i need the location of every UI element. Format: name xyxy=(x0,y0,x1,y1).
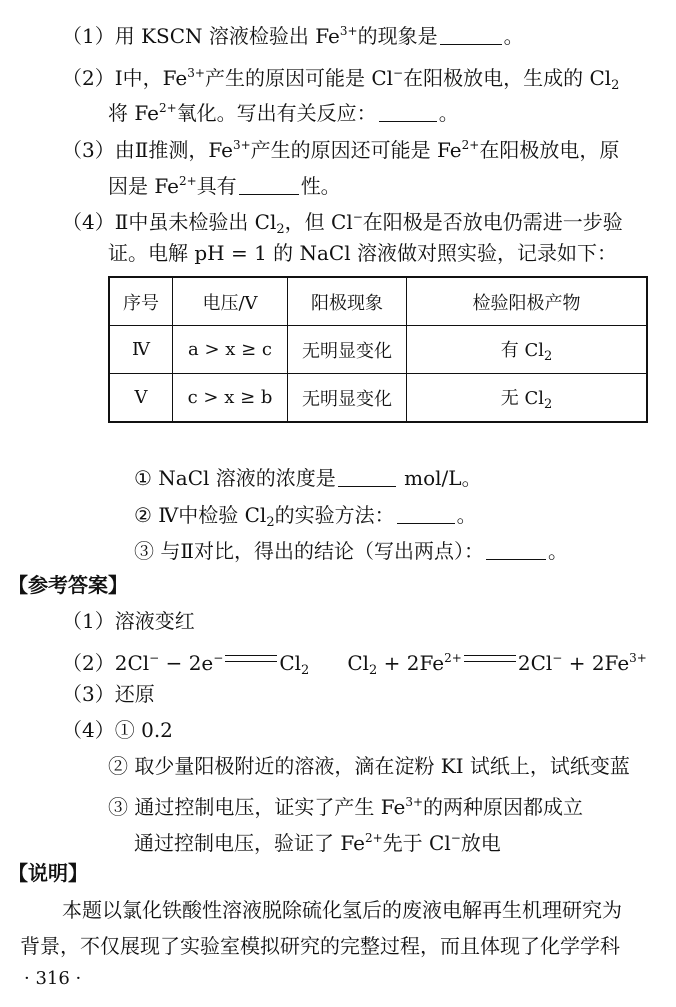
explanation-line-1: 本题以氯化铁酸性溶液脱除硫化氢后的废液电解再生机理研究为 xyxy=(62,898,622,922)
a2-eq2-sup3: 3+ xyxy=(629,651,647,665)
a2-eq2-sub: 2 xyxy=(369,663,378,678)
a1-text: 溶液变红 xyxy=(114,609,195,633)
q2-number: （2） xyxy=(62,66,115,90)
q1-number: （1） xyxy=(62,24,115,48)
q3-l2-sup: 2+ xyxy=(178,174,197,188)
q1-text-b: 的现象是 xyxy=(357,24,438,48)
experiment-record-table xyxy=(108,276,648,423)
answer-4 xyxy=(62,717,173,743)
header-id: 序号 xyxy=(109,277,173,326)
q3-l2-b: 具有 xyxy=(196,174,237,198)
answer-3 xyxy=(62,681,155,707)
q3-l1-b: 产生的原因还可能是 Fe xyxy=(250,138,462,162)
a4-s3-b: 的两种原因都成立 xyxy=(423,795,584,819)
subquestion-1 xyxy=(134,465,482,491)
answer-4-sub-3 xyxy=(108,789,583,820)
q4-number: （4） xyxy=(62,210,115,234)
a2-eq1-sup2: − xyxy=(213,651,224,665)
q1-answer-blank[interactable] xyxy=(440,26,502,45)
question-3-line-2 xyxy=(108,168,341,199)
s2-sub: 2 xyxy=(266,515,275,530)
q4-l1-b: ，但 Cl xyxy=(284,210,353,234)
a4-s4-sup: 2+ xyxy=(364,831,383,845)
s2-end: 。 xyxy=(456,503,477,527)
s2-text-a: Ⅳ中检验 Cl xyxy=(158,503,267,527)
q2-l2-sup: 2+ xyxy=(158,101,177,115)
subquestion-2 xyxy=(134,502,477,536)
s3-end: 。 xyxy=(547,539,568,563)
q3-answer-blank[interactable] xyxy=(239,176,299,195)
q3-l1-a: 由Ⅱ推测，Fe xyxy=(114,138,233,162)
q3-l2-end: 性。 xyxy=(300,174,341,198)
a2-eq1-sup1: − xyxy=(149,651,160,665)
a2-eq2-mid: + 2Fe xyxy=(377,651,445,675)
q2-l2-a: 将 Fe xyxy=(108,101,159,125)
answers-header: 【参考答案】 xyxy=(8,573,128,597)
question-3-line-1 xyxy=(62,132,619,163)
question-2-line-1 xyxy=(62,60,619,99)
s2-num: ② xyxy=(134,503,152,527)
cell-product-sub: 2 xyxy=(543,396,553,412)
s3-answer-blank[interactable] xyxy=(486,541,546,560)
q3-l1-sup1: 3+ xyxy=(232,138,251,152)
table-row xyxy=(109,374,647,423)
q4-l1-a: Ⅱ中虽未检验出 Cl xyxy=(114,210,277,234)
cell-id: Ⅳ xyxy=(109,326,173,374)
cell-product-sub: 2 xyxy=(543,348,553,364)
cell-id: Ⅴ xyxy=(109,374,173,423)
q1-end: 。 xyxy=(503,24,524,48)
a2-eq2-sup2: − xyxy=(552,651,563,665)
s1-text-a: NaCl 溶液的浓度是 xyxy=(158,466,336,490)
a4-s3-a: ③ 通过控制电压，证实了产生 Fe xyxy=(108,795,406,819)
cell-product-text: 有 Cl xyxy=(500,339,544,361)
question-2-line-2 xyxy=(108,95,459,126)
cell-product xyxy=(407,326,648,374)
a4-num: （4） xyxy=(62,718,115,742)
a4-s1: ① 0.2 xyxy=(114,718,173,742)
a2-eq2-sup1: 2+ xyxy=(444,651,462,665)
cell-phenomenon: 无明显变化 xyxy=(288,374,407,423)
q4-l1-sub: 2 xyxy=(276,222,285,237)
a2-eq2-left: Cl xyxy=(347,651,370,675)
header-phenomenon: 阳极现象 xyxy=(288,277,407,326)
header-product: 检验阳极产物 xyxy=(407,277,648,326)
a2-eq1-right: Cl xyxy=(279,651,302,675)
s1-text-b: mol/L。 xyxy=(404,466,482,490)
equal-sign-icon xyxy=(464,653,516,667)
question-1 xyxy=(62,18,524,49)
a4-s3-sup: 3+ xyxy=(405,795,424,809)
table-row xyxy=(109,326,647,374)
q3-l2-a: 因是 Fe xyxy=(108,174,179,198)
answer-4-sub-2: ② 取少量阳极附近的溶液，滴在淀粉 KI 试纸上，试纸变蓝 xyxy=(108,754,630,778)
q1-text-a: 用 KSCN 溶液检验出 Fe xyxy=(114,24,340,48)
q2-l2-b: 氧化。写出有关反应： xyxy=(176,101,377,125)
q3-number: （3） xyxy=(62,138,115,162)
explanation-header: 【说明】 xyxy=(8,861,88,885)
s1-num: ① xyxy=(134,466,152,490)
a2-eq1-left: 2Cl xyxy=(114,651,150,675)
q2-l2-end: 。 xyxy=(438,101,459,125)
s3-text-a: 与Ⅱ对比，得出的结论（写出两点）： xyxy=(160,539,484,563)
q3-l1-c: 在阳极放电，原 xyxy=(479,138,620,162)
s2-text-b: 的实验方法： xyxy=(274,503,395,527)
cell-phenomenon: 无明显变化 xyxy=(288,326,407,374)
a2-eq2-r1: 2Cl xyxy=(517,651,553,675)
s3-num: ③ xyxy=(134,539,154,563)
q2-l1-c: 在阳极放电，生成的 Cl xyxy=(403,66,612,90)
table-header-row xyxy=(109,277,647,326)
cell-voltage: c > x ≥ b xyxy=(173,374,288,423)
equal-sign-icon xyxy=(225,653,277,667)
q2-answer-blank[interactable] xyxy=(379,103,437,122)
q4-l1-c: 在阳极是否放电仍需进一步验 xyxy=(362,210,623,234)
question-4-line-2: 证。电解 pH = 1 的 NaCl 溶液做对照实验，记录如下： xyxy=(108,241,617,265)
cell-voltage: a > x ≥ c xyxy=(173,326,288,374)
q2-l1-sup1: 3+ xyxy=(187,66,205,80)
a2-num: （2） xyxy=(62,651,115,675)
a1-num: （1） xyxy=(62,609,115,633)
answer-4-sub-4 xyxy=(134,825,501,856)
cell-product xyxy=(407,374,648,423)
explanation-line-2: 背景，不仅展现了实验室模拟研究的完整过程，而且体现了化学学科 xyxy=(20,934,620,958)
a2-eq2-r2: + 2Fe xyxy=(562,651,630,675)
q1-sup: 3+ xyxy=(339,24,358,38)
a4-s4-sup2: − xyxy=(450,831,461,845)
q2-l1-sup2: − xyxy=(393,66,404,80)
answer-1 xyxy=(62,608,195,634)
a4-s4-b: 先于 Cl xyxy=(382,831,451,855)
a3-text: 还原 xyxy=(114,682,155,706)
q2-l1-a: Ⅰ中，Fe xyxy=(114,66,188,90)
a2-eq1-mid: − 2e xyxy=(159,651,214,675)
a4-s4-c: 放电 xyxy=(460,831,501,855)
cell-product-text: 无 Cl xyxy=(500,387,544,409)
header-voltage: 电压/V xyxy=(173,277,288,326)
q2-l1-b: 产生的原因可能是 Cl xyxy=(204,66,394,90)
q4-l1-sup: − xyxy=(352,210,363,224)
q2-l1-sub: 2 xyxy=(611,78,620,93)
subquestion-3 xyxy=(134,538,568,564)
q3-l1-sup2: 2+ xyxy=(461,138,480,152)
a4-s4-a: 通过控制电压，验证了 Fe xyxy=(134,831,365,855)
question-4-line-1 xyxy=(62,204,623,243)
a2-eq1-sub: 2 xyxy=(301,663,310,678)
a3-num: （3） xyxy=(62,682,115,706)
page-number: · 316 · xyxy=(24,968,82,989)
s2-answer-blank[interactable] xyxy=(397,505,455,524)
s1-answer-blank[interactable] xyxy=(338,468,396,487)
answer-2 xyxy=(62,645,647,684)
